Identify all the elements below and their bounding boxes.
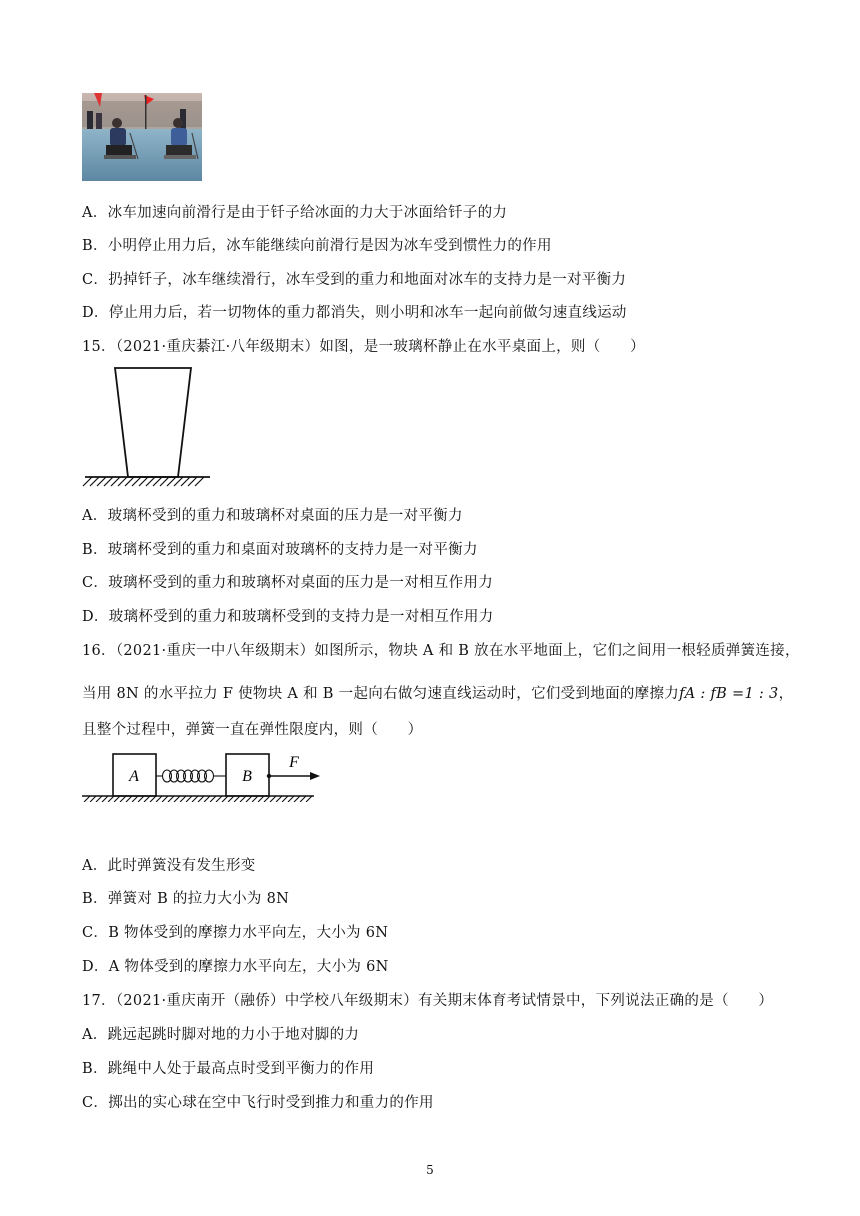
- q14-option-c: C．扔掉钎子，冰车继续滑行，冰车受到的重力和地面对冰车的支持力是一对平衡力: [82, 272, 627, 288]
- ice-sled-photo: [82, 93, 202, 181]
- friction-ratio: fA : fB =1 : 3: [679, 686, 779, 702]
- q16-option-c: C．B 物体受到的摩擦力水平向左，大小为 6N: [82, 925, 389, 941]
- q14-option-a: A．冰车加速向前滑行是由于钎子给冰面的力大于冰面给钎子的力: [82, 205, 508, 221]
- q16-stem-line2: [82, 684, 793, 704]
- q15-option-d: D．玻璃杯受到的重力和玻璃杯受到的支持力是一对相互作用力: [82, 609, 494, 625]
- q15-option-a: A．玻璃杯受到的重力和玻璃杯对桌面的压力是一对平衡力: [82, 508, 463, 524]
- q16-option-b: B．弹簧对 B 的拉力大小为 8N: [82, 891, 290, 907]
- q16-stem-line2-end: ，: [778, 686, 794, 702]
- q15-stem: 15．（2021·重庆綦江·八年级期末）如图，是一玻璃杯静止在水平桌面上，则（ ）: [82, 339, 645, 355]
- q16-stem-line2-text: 当用 8N 的水平拉力 F 使物块 A 和 B 一起向右做匀速直线运动时，它们受到地面的摩擦力: [82, 686, 680, 702]
- glass-on-table-figure: [82, 366, 212, 496]
- q17-option-c: C．掷出的实心球在空中飞行时受到推力和重力的作用: [82, 1095, 434, 1111]
- q17-option-a: A．跳远起跳时脚对地的力小于地对脚的力: [82, 1027, 360, 1043]
- q17-option-b: B．跳绳中人处于最高点时受到平衡力的作用: [82, 1061, 375, 1077]
- block-b-label: B: [242, 768, 252, 785]
- spring-blocks-figure: [82, 752, 322, 806]
- q15-option-b: B．玻璃杯受到的重力和桌面对玻璃杯的支持力是一对平衡力: [82, 542, 478, 558]
- q16-option-a: A．此时弹簧没有发生形变: [82, 858, 256, 874]
- force-label: F: [289, 754, 299, 771]
- q16-stem-line3: 且整个过程中，弹簧一直在弹性限度内，则（ ）: [82, 722, 423, 738]
- block-a-label: A: [129, 768, 139, 785]
- q16-stem-line1: 16．（2021·重庆一中八年级期末）如图所示，物块 A 和 B 放在水平地面上，它们之间用一根轻质弹簧连接，: [82, 643, 800, 659]
- page-number: 5: [426, 1163, 434, 1177]
- q17-stem: 17．（2021·重庆南开（融侨）中学校八年级期末）有关期末体育考试情景中，下列说法正确的是（ ）: [82, 993, 774, 1009]
- q14-option-d: D．停止用力后，若一切物体的重力都消失，则小明和冰车一起向前做匀速直线运动: [82, 305, 627, 321]
- q14-option-b: B．小明停止用力后，冰车能继续向前滑行是因为冰车受到惯性力的作用: [82, 238, 552, 254]
- q16-option-d: D．A 物体受到的摩擦力水平向左，大小为 6N: [82, 959, 389, 975]
- spring: [156, 770, 226, 782]
- q15-option-c: C．玻璃杯受到的重力和玻璃杯对桌面的压力是一对相互作用力: [82, 575, 493, 591]
